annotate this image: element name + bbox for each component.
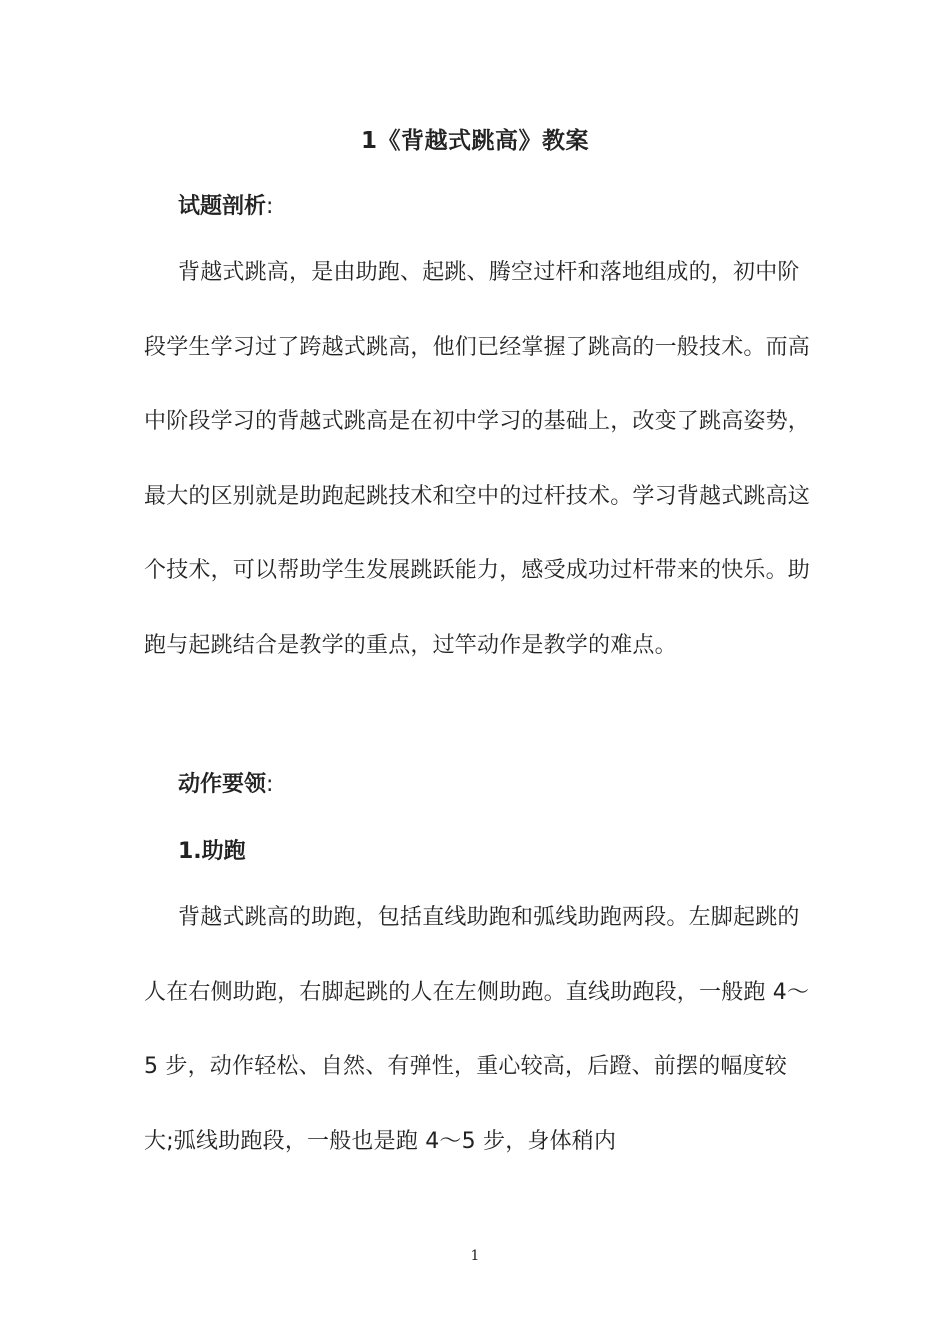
subheading-run-up — [178, 834, 246, 870]
section-heading-key-points — [178, 767, 273, 803]
run-up-paragraph: 背越式跳高的助跑，包括直线助跑和弧线助跑两段。左脚起跳的人在右侧助跑，右脚起跳的人在左侧助跑。直线助跑段，一般跑 4～5 步，动作轻松、自然、有弹性，重心较高，后蹬、前摆的幅度较大;弧线助跑段，一般也是跑 4～5 步，身体稍内 — [144, 905, 810, 1154]
section-heading-key-points-label: 动作要领 — [178, 772, 267, 797]
page-number: 1 — [470, 1248, 480, 1264]
subheading-run-up-label: 1.助跑 — [178, 839, 246, 864]
section-heading-key-points-colon: : — [266, 772, 274, 797]
document-title: 1《背越式跳高》教案 — [360, 128, 589, 154]
section-heading-analysis — [178, 189, 273, 225]
analysis-paragraph: 背越式跳高，是由助跑、起跳、腾空过杆和落地组成的，初中阶段学生学习过了跨越式跳高，他们已经掌握了跳高的一般技术。而高中阶段学习的背越式跳高是在初中学习的基础上，改变了跳高姿势，最大的区别就是助跑起跳技术和空中的过杆技术。学习背越式跳高这个技术，可以帮助学生发展跳跃能力，感受成功过杆带来的快乐。助跑与起跳结合是教学的重点，过竿动作是教学的难点。 — [144, 260, 811, 658]
section-heading-analysis-label: 试题剖析 — [178, 194, 267, 219]
section-heading-analysis-colon: : — [266, 194, 274, 219]
